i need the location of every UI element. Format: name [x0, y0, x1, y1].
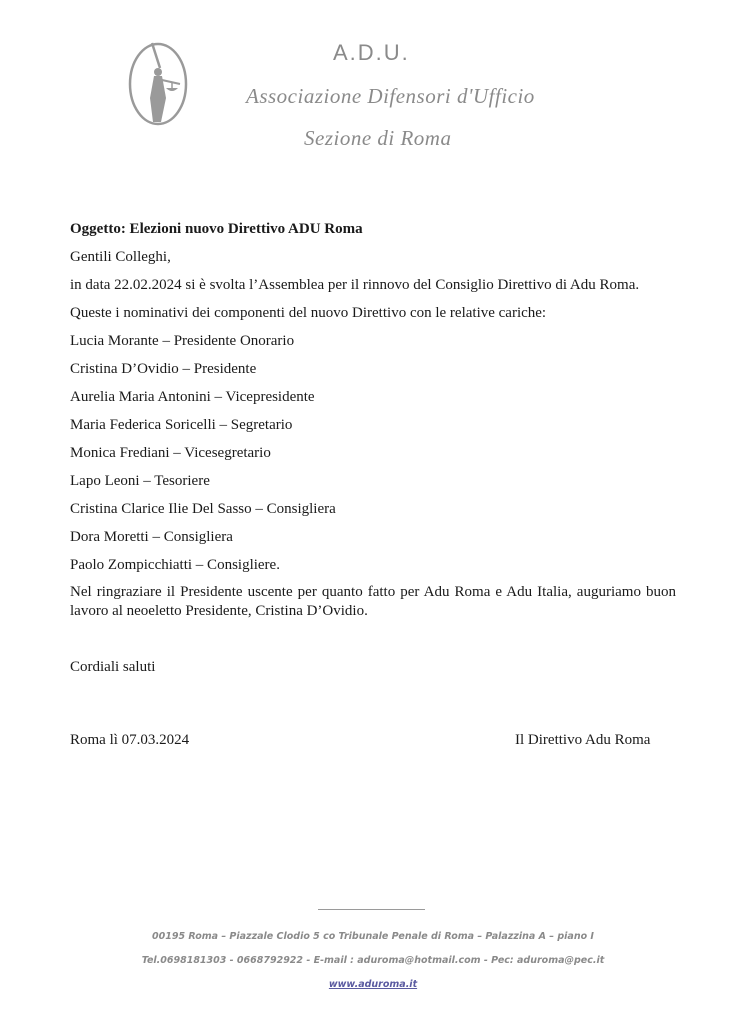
footer-address: 00195 Roma – Piazzale Clodio 5 co Tribunale Penale di Roma – Palazzina A – piano I	[152, 931, 594, 942]
closing-paragraph: Nel ringraziare il Presidente uscente per quanto fatto per Adu Roma e Adu Italia, auguriamo buon lavoro al neoeletto Presidente, Cristina D’Ovidio.	[70, 584, 676, 619]
member-item: Lapo Leoni – Tesoriere	[70, 473, 210, 489]
member-item: Maria Federica Soricelli – Segretario	[70, 417, 293, 433]
list-intro: Queste i nominativi dei componenti del nuovo Direttivo con le relative cariche:	[70, 305, 547, 321]
section-name: Sezione di Roma	[304, 126, 452, 150]
justice-statue-icon	[128, 38, 188, 128]
member-item: Aurelia Maria Antonini – Vicepresidente	[70, 389, 315, 405]
member-item: Dora Moretti – Consigliera	[70, 529, 233, 545]
member-item: Monica Frediani – Vicesegretario	[70, 445, 271, 461]
footer-contacts: Tel.0698181303 - 0668792922 - E-mail : aduroma@hotmail.com - Pec: aduroma@pec.it	[141, 955, 605, 966]
subject-line: Oggetto: Elezioni nuovo Direttivo ADU Roma	[70, 221, 363, 237]
member-item: Lucia Morante – Presidente Onorario	[70, 333, 295, 349]
member-item: Cristina Clarice Ilie Del Sasso – Consigliera	[70, 501, 336, 517]
place-date: Roma lì 07.03.2024	[70, 732, 190, 748]
footer-divider	[318, 909, 425, 910]
member-item: Cristina D’Ovidio – Presidente	[70, 361, 257, 377]
signature: Il Direttivo Adu Roma	[515, 732, 651, 748]
salutation: Cordiali saluti	[70, 659, 156, 675]
website-link[interactable]: www.aduroma.it	[328, 979, 418, 990]
greeting: Gentili Colleghi,	[70, 249, 171, 265]
association-name: Associazione Difensori d'Ufficio	[246, 84, 535, 108]
association-abbreviation: A.D.U.	[333, 40, 410, 65]
intro-text: in data 22.02.2024 si è svolta l’Assemblea per il rinnovo del Consiglio Direttivo di Adu Roma.	[70, 277, 640, 293]
member-item: Paolo Zompicchiatti – Consigliere.	[70, 557, 280, 573]
